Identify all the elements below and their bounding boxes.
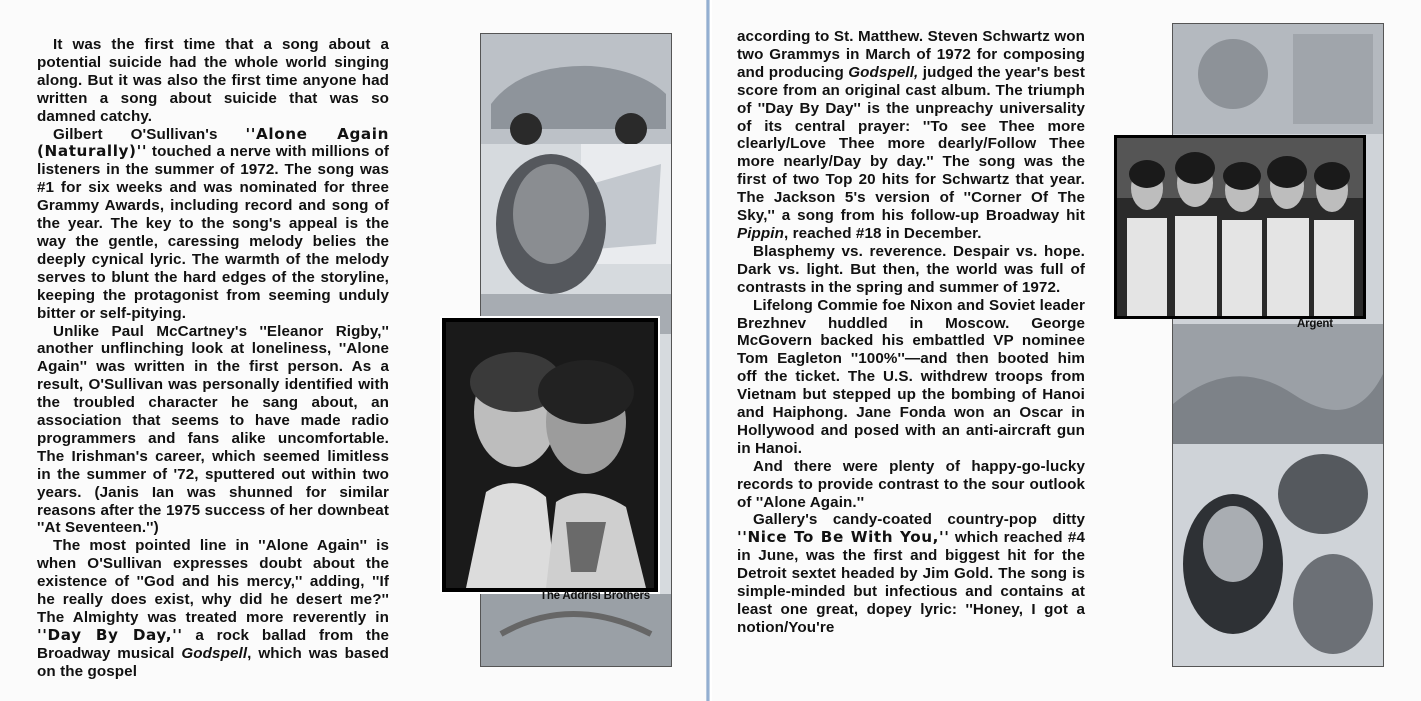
paragraph: Unlike Paul McCartney's ''Eleanor Rigby,'' another unflinching look at loneliness, ''Alone Again'' was written in the first person. As a result, O'Sullivan was personally identified with the troubled character he sang about, an association that seems to have made radio programmers and fans alike uncomfortable. The Irishman's career, which seemed limitless in the summer of '72, sputtered out within two years. (Janis Ian was shunned for similar reasons after the 1975 success of her downbeat ''At Seventeen.'') <box>37 322 389 537</box>
collage-strip-right <box>1172 23 1384 667</box>
paragraph: Lifelong Commie foe Nixon and Soviet leader Brezhnev huddled in Moscow. George McGovern backed his embattled VP nominee Tom Eagleton ''100%''—and then booted him off the ticket. The U.S. withdrew troops from Vietnam but stepped up the bombing of Hanoi and Haiphong. Jane Fonda won an Oscar in Hollywood and posed with an anti-aircraft gun in Hanoi. <box>737 296 1085 457</box>
song-title: ''Alone Again (Naturally)'' <box>37 124 389 161</box>
left-text-column <box>37 36 389 681</box>
photo-caption: Argent <box>1297 318 1333 330</box>
text-run: Gallery's candy-coated country-pop ditty <box>753 511 1085 529</box>
text-run: according to St. Matthew. Steven Schwartz won two Grammys in March of 1972 for composing and producing <box>737 28 1085 81</box>
text-run: Gilbert O'Sullivan's <box>53 125 246 143</box>
booklet-spine <box>706 0 710 701</box>
musical-title: Godspell <box>181 644 248 662</box>
paragraph <box>37 537 389 680</box>
paragraph: It was the first time that a song about a potential suicide had the whole world singing along. But it was also the first time anyone had written a song about suicide that was so damned catchy. <box>37 36 389 125</box>
text-run: , which was based on the gospel <box>37 644 389 680</box>
photo-argent <box>1114 135 1366 319</box>
photo-caption: The Addrisi Brothers <box>540 590 650 602</box>
text-run: judged the year's best score from an original cast album. The triumph of ''Day By Day'' is the unpreachy universality of its central prayer: ''To see Thee more clearly/Love Thee more dearly/Follow Thee more nearly/Day by day.'' The song was the first of two Top 20 hits for Schwartz that year. The Jackson 5's version of ''Corner Of The Sky,'' a song from his follow-up Broadway hit <box>737 63 1085 225</box>
paragraph <box>37 126 389 323</box>
right-text-column <box>737 28 1085 637</box>
paragraph: And there were plenty of happy-go-lucky records to provide contrast to the sour outlook of ''Alone Again.'' <box>737 457 1085 511</box>
paragraph: Blasphemy vs. reverence. Despair vs. hope. Dark vs. light. But then, the world was full of contrasts in the spring and summer of 1972. <box>737 242 1085 296</box>
photo-addrisi-brothers <box>442 318 658 592</box>
text-run: , reached #18 in December. <box>784 224 982 242</box>
song-title: ''Day By Day,'' <box>37 625 183 644</box>
paragraph <box>737 28 1085 243</box>
text-run: a rock ballad from the Broadway musical <box>37 626 389 662</box>
text-run: touched a nerve with millions of listeners in the summer of 1972. The song was #1 for six weeks and was nominated for three Grammy Awards, including record and song of the year. The key to the song's appeal is the way the gentle, caressing melody belies the deeply cynical lyric. The warmth of the melody serves to blunt the hard edges of the storyline, keeping the protagonist from seeming unduly bitter or self-pitying. <box>37 143 389 322</box>
song-title: ''Nice To Be With You,'' <box>737 528 950 547</box>
musical-title: Godspell, <box>848 63 919 81</box>
musical-title: Pippin <box>737 224 785 242</box>
text-run: The most pointed line in ''Alone Again'' is when O'Sullivan expresses doubt about the existence of ''God and his mercy,'' adding, ''If he really does exist, why did he desert me?'' The Almighty was treated more reverently in <box>37 537 389 626</box>
text-run: which reached #4 in June, was the first and biggest hit for the Detroit sextet headed by Jim Gold. The song is simple-minded but infectious and contains at least one great, dopey lyric: ''Honey, I got a notion/You're <box>737 529 1085 636</box>
paragraph <box>737 511 1085 636</box>
